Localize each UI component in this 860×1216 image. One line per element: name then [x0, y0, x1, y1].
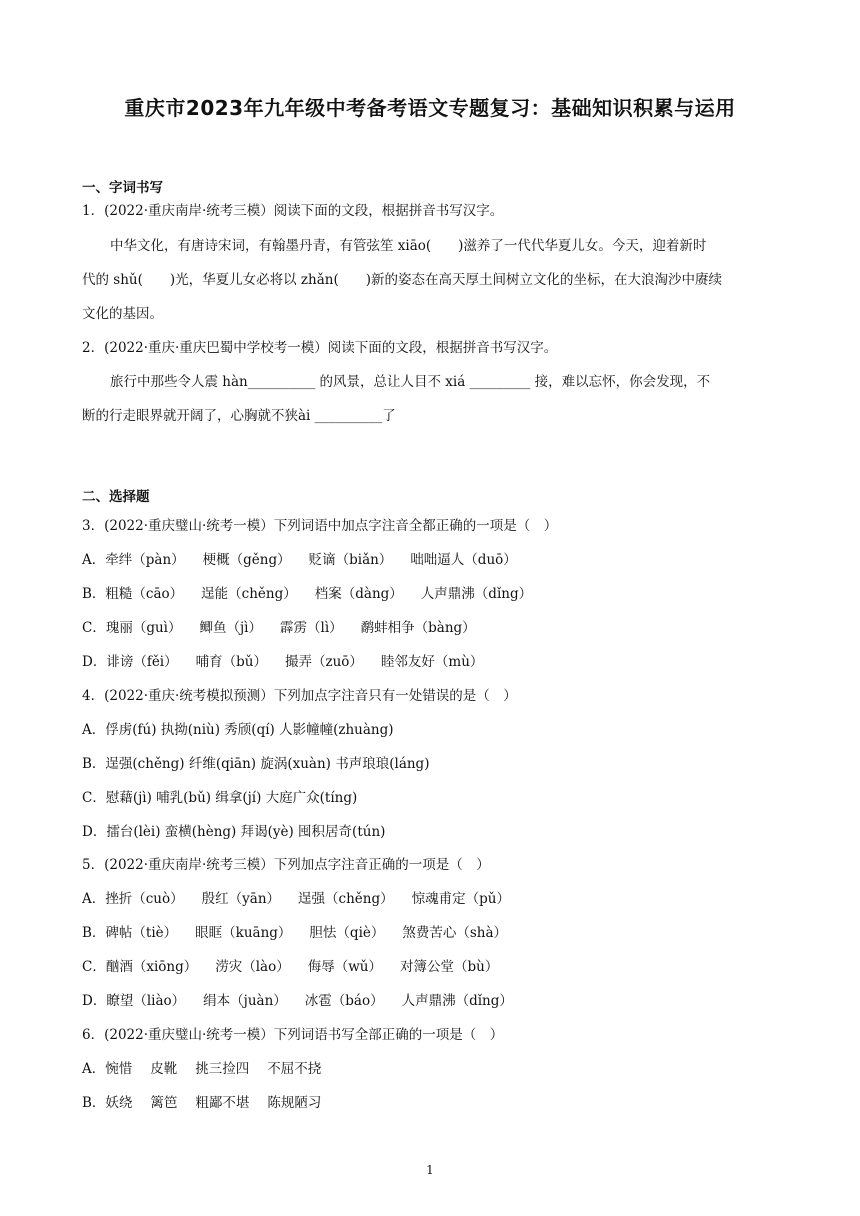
- q5-option-c: [82, 957, 782, 977]
- page-title: 重庆市2023年九年级中考备考语文专题复习：基础知识积累与运用: [124, 96, 736, 120]
- q6-stem: 6．(2022·重庆璧山·统考一模）下列词语书写全部正确的一项是（ ）: [82, 1027, 504, 1043]
- q4-option-d: D．擂台(lèi) 蛮横(hèng) 拜谒(yè) 囤积居奇(tún): [82, 824, 386, 840]
- option-word: 皮靴: [150, 1061, 178, 1077]
- q3-option-a: [82, 550, 782, 570]
- option-word: C．瑰丽（guì）: [82, 620, 182, 636]
- option-word: 惊魂甫定（pǔ）: [411, 891, 510, 907]
- option-word: 胆怯（qiè）: [309, 925, 385, 941]
- option-word: B．妖绕: [82, 1095, 133, 1111]
- option-word: 侮辱（wǔ）: [307, 959, 382, 975]
- section-heading-word-writing: 一、字词书写: [82, 180, 163, 196]
- q2-paragraph-line: 断的行走眼界就开阔了，心胸就不狭ài __________了: [82, 408, 396, 424]
- option-word: 冰雹（báo）: [304, 993, 384, 1009]
- option-word: 篱笆: [150, 1095, 178, 1111]
- option-word: 档案（dàng）: [314, 586, 403, 602]
- option-word: 咄咄逼人（duō）: [410, 552, 517, 568]
- q6-option-b: [82, 1093, 782, 1113]
- option-word: 对簿公堂（bù）: [399, 959, 499, 975]
- option-word: 逞能（chěng）: [201, 586, 297, 602]
- q1-paragraph-line: 代的 shǔ( )光，华夏儿女必将以 zhǎn( )新的姿态在高天厚土间树立文化的坐标，在大浪淘沙中赓续: [82, 272, 723, 288]
- option-word: 殷红（yān）: [201, 891, 281, 907]
- q2-stem: 2．(2022·重庆·重庆巴蜀中学校考一模）阅读下面的文段，根据拼音书写汉字。: [82, 340, 558, 356]
- option-word: B．粗糙（cāo）: [82, 586, 184, 602]
- option-word: 撮弄（zuō）: [284, 654, 363, 670]
- q1-stem: 1．(2022·重庆南岸·统考三模）阅读下面的文段，根据拼音书写汉字。: [82, 203, 504, 219]
- q6-option-a: [82, 1059, 782, 1079]
- option-word: 陈规陋习: [267, 1095, 322, 1111]
- section-heading-multiple-choice: 二、选择题: [82, 489, 150, 505]
- option-word: 梗概（gěng）: [202, 552, 291, 568]
- option-word: D．诽谤（fěi）: [82, 654, 178, 670]
- q1-paragraph-line: 中华文化，有唐诗宋词，有翰墨丹青，有管弦笙 xiāo( )滋养了一代代华夏儿女。今天，迎着新时: [110, 238, 707, 254]
- q1-paragraph-line: 文化的基因。: [82, 306, 163, 322]
- option-word: 人声鼎沸（dǐng）: [401, 993, 513, 1009]
- option-word: C．酗酒（xiōng）: [82, 959, 198, 975]
- option-word: 涝灾（lào）: [215, 959, 290, 975]
- option-word: D．瞭望（liào）: [82, 993, 186, 1009]
- option-word: 挑三捡四: [195, 1061, 250, 1077]
- option-word: 鲫鱼（jì）: [199, 620, 262, 636]
- option-word: A．牵绊（pàn）: [82, 552, 185, 568]
- option-word: 绢本（juàn）: [203, 993, 287, 1009]
- option-word: 贬谪（biǎn）: [308, 552, 393, 568]
- q5-option-d: [82, 991, 782, 1011]
- option-word: 粗鄙不堪: [195, 1095, 250, 1111]
- q4-option-a: A．俘虏(fú) 执拗(niù) 秀颀(qí) 人影幢幢(zhuàng): [82, 722, 394, 738]
- option-word: A．惋惜: [82, 1061, 133, 1077]
- option-word: 逞强（chěng）: [298, 891, 394, 907]
- q2-paragraph-line: 旅行中那些令人震 hàn__________ 的风景，总让人目不 xiá _________ 接，难以忘怀，你会发现，不: [110, 374, 711, 390]
- option-word: 鹬蚌相争（bàng）: [360, 620, 476, 636]
- q4-option-b: B．逞强(chěng) 纤维(qiān) 旋涡(xuàn) 书声琅琅(láng): [82, 756, 430, 772]
- q3-stem: 3．(2022·重庆璧山·统考一模）下列词语中加点字注音全都正确的一项是（ ）: [82, 518, 558, 534]
- page-number: 1: [426, 1163, 434, 1177]
- option-word: 人声鼎沸（dǐng）: [420, 586, 533, 602]
- option-word: 霹雳（lì）: [280, 620, 343, 636]
- option-word: 不屈不挠: [267, 1061, 322, 1077]
- option-word: 煞费苦心（shà）: [402, 925, 508, 941]
- option-word: 哺育（bǔ）: [195, 654, 267, 670]
- q3-option-d: [82, 652, 782, 672]
- option-word: A．挫折（cuò）: [82, 891, 184, 907]
- q3-option-b: [82, 584, 782, 604]
- q5-option-a: [82, 889, 782, 909]
- q3-option-c: [82, 618, 782, 638]
- option-word: 眼眶（kuāng）: [195, 925, 292, 941]
- q4-stem: 4．(2022·重庆·统考模拟预测）下列加点字注音只有一处错误的是（ ）: [82, 688, 517, 704]
- option-word: 睦邻友好（mù）: [380, 654, 484, 670]
- q5-option-b: [82, 923, 782, 943]
- q5-stem: 5．(2022·重庆南岸·统考三模）下列加点字注音正确的一项是（ ）: [82, 857, 490, 873]
- q4-option-c: C．慰藉(jì) 哺乳(bǔ) 缉拿(jí) 大庭广众(tíng): [82, 790, 358, 806]
- option-word: B．碑帖（tiè）: [82, 925, 178, 941]
